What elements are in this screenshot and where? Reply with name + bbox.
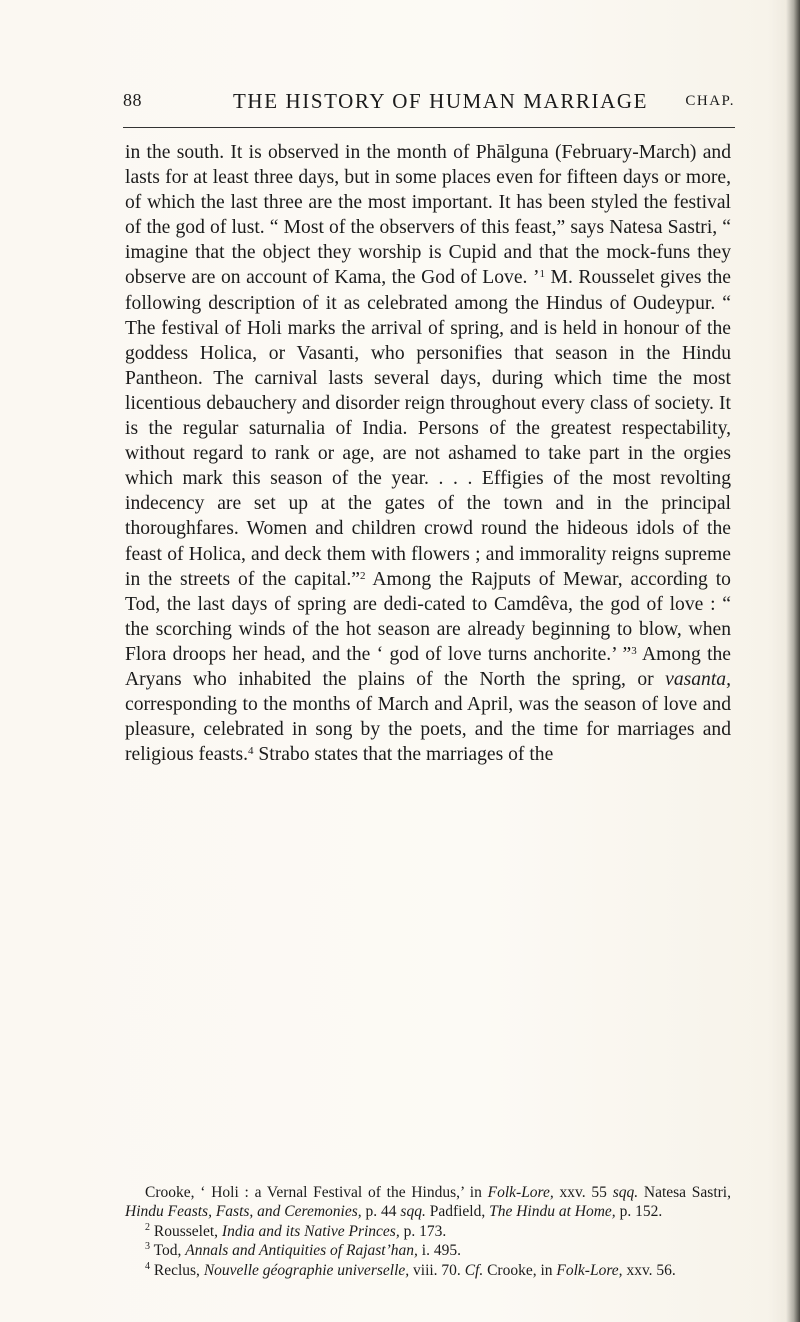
footnote-1-italic-f: Hindu Feasts, Fasts, and Ceremonies, bbox=[125, 1203, 362, 1221]
page-number: 88 bbox=[123, 90, 142, 110]
footnote-ref-1: 1 bbox=[539, 268, 546, 281]
footnote-1-text-i: Padfield, bbox=[425, 1203, 490, 1221]
running-title: THE HISTORY OF HUMAN MARRIAGE bbox=[233, 89, 649, 113]
footnote-1-italic-h: sqq. bbox=[400, 1203, 426, 1221]
footnote-2-italic-b: India and its Native Princes, bbox=[221, 1222, 400, 1240]
footnote-4-text-g: xxv. 56. bbox=[622, 1261, 676, 1279]
footnote-4-italic-d: Cf. bbox=[464, 1261, 484, 1279]
footnote-1-text-k: p. 152. bbox=[615, 1203, 663, 1221]
footnote-4 bbox=[125, 1261, 731, 1280]
chapter-label: CHAP. bbox=[685, 93, 735, 109]
footnote-4-text-c: viii. 70. bbox=[409, 1261, 465, 1279]
body-text-4: Among the Aryans who inhabited the plains of the North the spring, or bbox=[125, 643, 732, 690]
body-text-5: corresponding to the months of March and April, was the season of love and pleasure, celebrated in song by the poets, and the time for marriages and religious feasts. bbox=[125, 694, 731, 766]
body-paragraph bbox=[125, 140, 731, 767]
footnote-4-text-a: Reclus, bbox=[150, 1261, 204, 1279]
body-text-3: Among the Rajputs of Mewar, according to Tod, the last days of spring are dedi-cated to Camdêva, the god of love : “ the scorching winds of the hot season are already beginning to blow, when Flora droops her head, and the ‘ god of love turns anchorite.’ ” bbox=[125, 568, 731, 665]
footnote-1-text-g: p. 44 bbox=[361, 1203, 401, 1221]
footnote-1-italic-b: Folk-Lore, bbox=[487, 1184, 554, 1201]
footnote-2-number: 2 bbox=[145, 1221, 150, 1233]
footnote-4-text-e: Crooke, in bbox=[483, 1261, 557, 1279]
footnote-1-text-c: xxv. 55 bbox=[553, 1184, 613, 1201]
footnote-ref-2: 2 bbox=[360, 569, 366, 582]
body-italic-vasanta: vasanta, bbox=[665, 668, 731, 690]
body-text-2: M. Rousselet gives the following description of it as celebrated among the Hindus of Oudeypur. “ The festival of Holi marks the arrival of spring, and is held in honour of the goddess Holica, or Vasanti, who personifies that season in the Hindu Pantheon. The carnival lasts several days, during which time the most licentious debauchery and disorder reign throughout every class of society. It is the regular saturnalia of India. Persons of the greatest respectability, without regard to rank or age, are not ashamed to take part in the orgies which mark this season of the year. . . . Effigies of the most revolting indecency are set up at the gates of the town and in the principal thoroughfares. Women and children crowd round the hideous idols of the feast of Holica, and deck them with flowers ; and immorality reigns supreme in the streets of the capital.” bbox=[125, 267, 732, 590]
footnote-1-italic-j: The Hindu at Home, bbox=[489, 1203, 616, 1221]
body-text-1: in the south. It is observed in the month of Phālguna (February-March) and lasts for at least three days, but in some places even for fifteen days or more, of which the last three are the most important. It has been styled the festival of the god of lust. “ Most of the observers of this feast,” says Natesa Sastri, “ imagine that the object they worship is Cupid and that the mock-funs they observe are on account of Kama, the God of Love. ’ bbox=[125, 142, 731, 289]
footnote-3 bbox=[125, 1241, 731, 1260]
footnote-4-number: 4 bbox=[145, 1260, 150, 1272]
body-text-6: Strabo states that the marriages of the bbox=[253, 744, 554, 766]
footnote-3-text-c: i. 495. bbox=[417, 1242, 461, 1260]
footnote-ref-4: 4 bbox=[247, 745, 254, 758]
page-edge-shadow bbox=[786, 0, 800, 1322]
footnote-2-text-c: p. 173. bbox=[399, 1222, 447, 1240]
footnotes bbox=[125, 1183, 731, 1280]
footnote-1-text-e: Natesa Sastri, bbox=[638, 1184, 731, 1201]
header-rule bbox=[123, 127, 735, 128]
page-header bbox=[123, 90, 735, 124]
footnote-4-italic-b: Nouvelle géographie universelle, bbox=[203, 1261, 410, 1279]
footnote-1 bbox=[125, 1183, 731, 1222]
footnote-3-italic-b: Annals and Antiquities of Rajast’han, bbox=[185, 1242, 418, 1260]
footnote-ref-3: 3 bbox=[631, 644, 637, 657]
footnote-1-italic-d: sqq. bbox=[612, 1184, 639, 1201]
footnote-4-italic-f: Folk-Lore, bbox=[556, 1261, 623, 1279]
footnote-3-text-a: Tod, bbox=[150, 1242, 186, 1260]
footnote-2-text-a: Rousselet, bbox=[150, 1222, 222, 1240]
footnote-2 bbox=[125, 1222, 731, 1241]
footnote-1-text-a: Crooke, ‘ Holi : a Vernal Festival of the Hindus,’ in bbox=[145, 1184, 488, 1201]
footnote-3-number: 3 bbox=[145, 1241, 150, 1253]
